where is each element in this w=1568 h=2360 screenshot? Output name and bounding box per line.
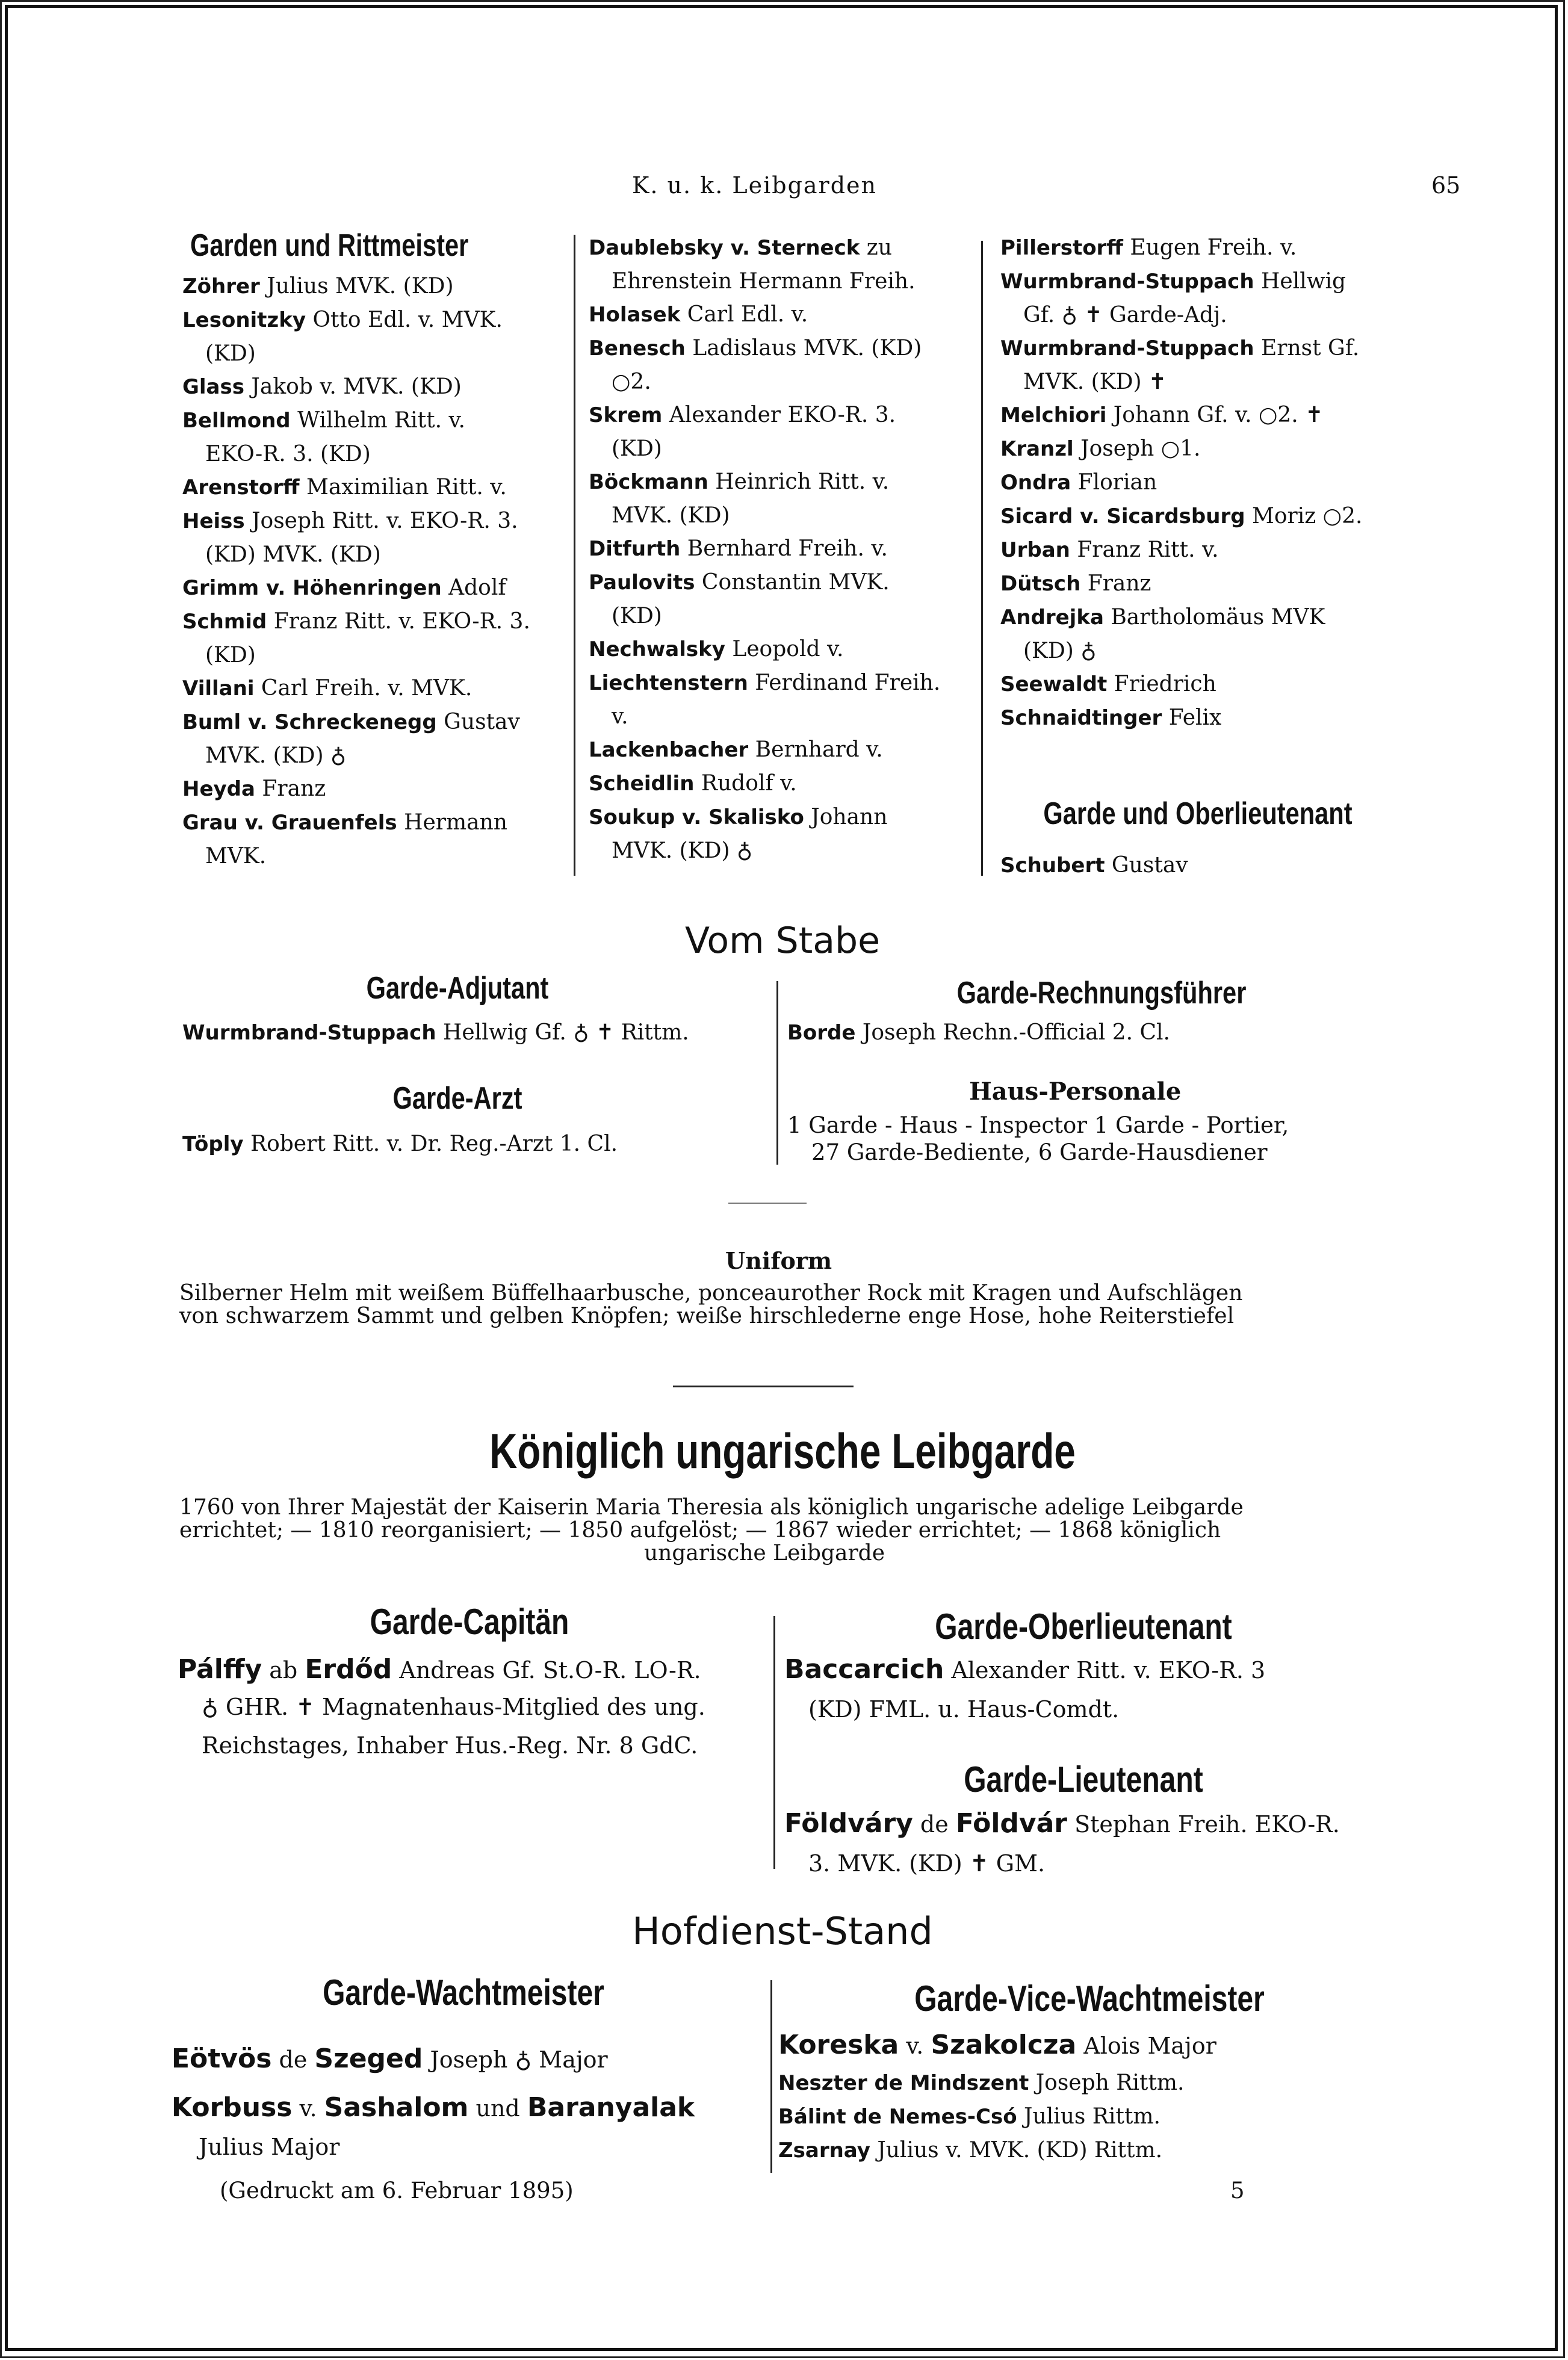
entry-continuation: ○2.: [612, 370, 651, 394]
section-title-ungarisch: Königlich ungarische Leibgarde: [489, 1424, 1076, 1479]
capitan-text: Andreas Gf. St.O-R. LO-R.: [392, 1657, 701, 1683]
entry-text: Ernst Gf.: [1254, 336, 1360, 361]
entry-name: Dütsch: [1000, 572, 1081, 596]
lt-name: Földváry: [784, 1808, 913, 1839]
col3-heading-oberlieutenant: Garde und Oberlieutenant: [1043, 796, 1353, 831]
entry-name: Wurmbrand-Stuppach: [1000, 336, 1254, 361]
roster-entry: [182, 571, 568, 605]
arzt-entry: [182, 1132, 618, 1156]
entry-text: Eugen Freih. v.: [1123, 235, 1297, 260]
roster-entry: [1000, 567, 1392, 601]
entry-name: Schubert: [1000, 853, 1105, 878]
entry-name: Andrejka: [1000, 605, 1104, 630]
rechnung-heading: Garde-Rechnungsführer: [956, 976, 1247, 1011]
v2-name: Neszter de Mindszent: [778, 2071, 1029, 2095]
running-header: K. u. k. Leibgarden: [632, 172, 877, 199]
entry-name: Glass: [182, 375, 244, 399]
entry-name: Ditfurth: [589, 537, 681, 561]
entry-text: Hellwig: [1254, 269, 1346, 294]
column-divider: [574, 235, 575, 876]
roster-entry: [1000, 667, 1392, 701]
arzt-heading: Garde-Arzt: [392, 1081, 522, 1116]
w1-de: de: [271, 2046, 315, 2073]
wacht-heading: Garde-Wachtmeister: [323, 1972, 604, 2013]
roster-entry: [1000, 500, 1392, 533]
wacht-line-1: [172, 2043, 608, 2074]
roster-entry: [1000, 265, 1392, 299]
entry-name: Ondra: [1000, 471, 1071, 495]
entry-text: Carl Edl. v.: [680, 302, 808, 327]
entry-name: Grau v. Grauenfels: [182, 811, 397, 835]
adjutant-entry: [182, 1020, 689, 1045]
entry-text: Robert Ritt. v. Dr. Reg.-Arzt 1. Cl.: [243, 1132, 618, 1156]
capitan-line-1: [178, 1654, 701, 1685]
entry-continuation: v.: [612, 704, 628, 729]
entry-text: Felix: [1162, 705, 1222, 730]
w1-text: Joseph ♁ Major: [423, 2046, 608, 2073]
entry-text: Joseph Rechn.-Official 2. Cl.: [855, 1020, 1170, 1045]
entry-name: Daublebsky v. Sterneck: [589, 236, 860, 260]
lt-line-1: [784, 1808, 1340, 1839]
entry-name: Scheidlin: [589, 772, 695, 796]
entry-continuation: Ehrenstein Hermann Freih.: [612, 269, 916, 294]
wacht-line-3: Julius Major: [199, 2134, 340, 2160]
entry-name: Villani: [182, 677, 255, 701]
entry-name: Holasek: [589, 303, 681, 327]
roster-entry: [1000, 398, 1392, 432]
entry-name: Buml v. Schreckenegg: [182, 710, 437, 734]
rechnung-entry: [787, 1020, 1170, 1045]
entry-text: Heinrich Ritt. v.: [708, 469, 890, 494]
roster-entry: [589, 666, 977, 700]
entry-continuation: MVK. (KD) ✝: [1023, 370, 1167, 394]
entry-text: Adolf: [441, 575, 506, 600]
uniform-heading: Uniform: [725, 1247, 832, 1274]
v1-name: Koreska: [778, 2030, 899, 2060]
entry-text: Rudolf v.: [694, 771, 797, 796]
entry-name: Töply: [182, 1132, 244, 1156]
w1-name2: Szeged: [314, 2043, 423, 2074]
entry-continuation: (KD): [612, 604, 662, 628]
column-divider: [770, 1980, 772, 2173]
vice-line-3: [778, 2104, 1161, 2129]
roster-entry: [589, 767, 977, 801]
w2-und: und: [468, 2095, 527, 2122]
entry-name: Seewaldt: [1000, 672, 1108, 696]
roster-entry: [182, 370, 568, 404]
entry-name: Heiss: [182, 509, 245, 533]
entry-text: Leopold v.: [725, 637, 844, 661]
oberlt-line-2: (KD) FML. u. Haus-Comdt.: [808, 1696, 1120, 1723]
lt-name2: Földvár: [955, 1808, 1067, 1839]
entry-text: Joseph Ritt. v. EKO-R. 3.: [244, 509, 518, 533]
roster-entry: [589, 566, 977, 599]
roster-entry: [589, 398, 977, 432]
entry-text: Ferdinand Freih.: [748, 671, 941, 695]
lt-heading: Garde-Lieutenant: [964, 1759, 1203, 1800]
entry-continuation: (KD) ♁: [1023, 639, 1097, 663]
entry-name: Wurmbrand-Stuppach: [182, 1021, 436, 1045]
entry-text: Bernhard Freih. v.: [680, 536, 888, 561]
entry-name: Kranzl: [1000, 437, 1074, 461]
v2-text: Joseph Rittm.: [1029, 2070, 1185, 2095]
oberlt-line-1: [784, 1654, 1265, 1685]
capitan-heading: Garde-Capitän: [370, 1602, 569, 1642]
section-title-stabe: Vom Stabe: [685, 920, 880, 962]
v4-name: Zsarnay: [778, 2139, 870, 2163]
print-date: (Gedruckt am 6. Februar 1895): [220, 2178, 574, 2204]
lt-line-2: 3. MVK. (KD) ✝ GM.: [808, 1850, 1046, 1877]
capitan-ab: ab: [262, 1657, 305, 1683]
column-divider: [981, 241, 983, 876]
col3-entry-schubert: [1000, 849, 1392, 882]
roster-entry: [182, 270, 568, 303]
entry-text: Franz Ritt. v. EKO-R. 3.: [267, 609, 530, 634]
roster-entry: [182, 605, 568, 639]
roster-entry: [182, 504, 568, 538]
entry-continuation: MVK. (KD): [612, 503, 730, 528]
entry-name: Böckmann: [589, 470, 708, 494]
lt-text: Stephan Freih. EKO-R.: [1067, 1811, 1340, 1838]
wacht-line-2: [172, 2092, 695, 2123]
roster-entry: [182, 471, 568, 504]
column-divider: [776, 981, 778, 1165]
entry-text: Friedrich: [1107, 672, 1216, 696]
entry-text: Constantin MVK.: [695, 570, 890, 595]
entry-name: Soukup v. Skalisko: [589, 805, 804, 829]
entry-name: Nechwalsky: [589, 637, 725, 661]
vice-line-4: [778, 2138, 1162, 2163]
roster-entry: [589, 633, 977, 666]
column-divider: [773, 1616, 775, 1869]
entry-text: Bartholomäus MVK: [1103, 605, 1325, 630]
v1-name2: Szakolcza: [931, 2030, 1077, 2060]
uniform-line-2: von schwarzem Sammt und gelben Knöpfen; weiße hirschlederne enge Hose, hohe Reiterstiefel: [179, 1304, 1235, 1328]
ungarisch-line-3: ungarische Leibgarde: [644, 1541, 885, 1566]
entry-text: Ladislaus MVK. (KD): [685, 336, 922, 361]
entry-name: Heyda: [182, 777, 255, 801]
entry-text: Gustav: [436, 710, 520, 734]
v3-text: Julius Rittm.: [1017, 2104, 1161, 2129]
roster-entry: [1000, 432, 1392, 466]
entry-name: Urban: [1000, 538, 1070, 562]
entry-text: Wilhelm Ritt. v.: [290, 408, 465, 433]
entry-name: Pillerstorff: [1000, 236, 1123, 260]
oberlt-text: Alexander Ritt. v. EKO-R. 3: [944, 1657, 1266, 1683]
roster-entry: [1000, 332, 1392, 365]
roster-entry: [589, 733, 977, 767]
roster-entry: [1000, 231, 1392, 265]
entry-name: Paulovits: [589, 571, 695, 595]
entry-continuation: (KD): [205, 341, 256, 366]
entry-text: Alexander EKO-R. 3.: [662, 403, 896, 427]
roster-entry: [589, 465, 977, 499]
roster-entry: [182, 705, 568, 739]
entry-continuation: MVK. (KD) ♁: [205, 743, 347, 768]
roster-entry: [182, 672, 568, 705]
col2-list: [589, 231, 977, 867]
entry-name: Benesch: [589, 336, 686, 361]
entry-continuation: (KD): [612, 436, 662, 461]
col3-list: [1000, 231, 1392, 735]
entry-name: Bellmond: [182, 409, 291, 433]
w2-name2: Sashalom: [324, 2092, 469, 2123]
capitan-name: Pálffy: [178, 1654, 262, 1685]
capitan-name2: Erdőd: [305, 1654, 392, 1685]
roster-entry: [182, 806, 568, 840]
entry-continuation: MVK.: [205, 844, 267, 869]
haus-heading: Haus-Personale: [969, 1077, 1182, 1106]
roster-entry: [589, 801, 977, 834]
entry-text: Johann Gf. v. ○2. ✝: [1106, 403, 1324, 427]
entry-text: Maximilian Ritt. v.: [299, 475, 507, 500]
oberlt-name: Baccarcich: [784, 1654, 944, 1685]
separator-short: [728, 1203, 807, 1204]
col1-list: [182, 270, 568, 873]
col1-heading: Garden und Rittmeister: [190, 228, 469, 263]
roster-entry: [182, 303, 568, 337]
roster-entry: [1000, 533, 1392, 567]
roster-entry: [1000, 701, 1392, 735]
entry-continuation: (KD) MVK. (KD): [205, 542, 381, 567]
entry-name: Wurmbrand-Stuppach: [1000, 270, 1254, 294]
signature-mark: 5: [1230, 2178, 1245, 2204]
roster-entry: [1000, 466, 1392, 500]
entry-text: Carl Freih. v. MVK.: [254, 676, 473, 701]
vice-line-1: [778, 2030, 1216, 2060]
lt-de: de: [913, 1811, 956, 1838]
haus-line-1: 1 Garde - Haus - Inspector 1 Garde - Portier,: [787, 1112, 1289, 1138]
entry-name: Arenstorff: [182, 475, 300, 500]
section-title-hofdienst: Hofdienst-Stand: [632, 1909, 933, 1953]
ungarisch-line-2: errichtet; — 1810 reorganisiert; — 1850 aufgelöst; — 1867 wieder errichtet; — 1868 königlich: [179, 1518, 1221, 1543]
haus-line-2: 27 Garde-Bediente, 6 Garde-Hausdiener: [811, 1139, 1268, 1165]
entry-name: Lackenbacher: [589, 738, 749, 762]
entry-text: Franz: [255, 776, 326, 801]
entry-name: Schnaidtinger: [1000, 706, 1162, 730]
adjutant-heading: Garde-Adjutant: [366, 971, 549, 1006]
vice-line-2: [778, 2070, 1184, 2095]
oberlt-heading: Garde-Oberlieutenant: [935, 1606, 1232, 1647]
v4-text: Julius v. MVK. (KD) Rittm.: [870, 2138, 1163, 2163]
entry-name: Lesonitzky: [182, 308, 306, 332]
roster-entry: [589, 298, 977, 332]
w2-name: Korbuss: [172, 2092, 293, 2123]
vice-heading: Garde-Vice-Wachtmeister: [914, 1978, 1265, 2019]
entry-name: Borde: [787, 1021, 856, 1045]
entry-continuation: Gf. ♁ ✝ Garde-Adj.: [1023, 303, 1227, 327]
v3-name: Bálint de Nemes-Csó: [778, 2105, 1017, 2129]
separator-long: [673, 1386, 854, 1387]
uniform-line-1: Silberner Helm mit weißem Büffelhaarbusche, ponceaurother Rock mit Kragen und Aufschlägen: [179, 1281, 1243, 1305]
roster-entry: [182, 404, 568, 438]
entry-name: Sicard v. Sicardsburg: [1000, 504, 1245, 528]
capitan-line-3: Reichstages, Inhaber Hus.-Reg. Nr. 8 GdC.: [202, 1732, 698, 1759]
entry-name: Schmid: [182, 610, 267, 634]
roster-entry: [589, 532, 977, 566]
entry-name: Liechtenstern: [589, 671, 748, 695]
v1-text: Alois Major: [1076, 2033, 1216, 2059]
v1-v: v.: [899, 2033, 931, 2059]
entry-name: Skrem: [589, 403, 663, 427]
entry-name: Zöhrer: [182, 274, 260, 299]
roster-entry: [589, 231, 977, 265]
capitan-line-2: ♁ GHR. ✝ Magnatenhaus-Mitglied des ung.: [202, 1694, 705, 1720]
entry-text: Florian: [1071, 470, 1157, 495]
w2-v: v.: [292, 2095, 324, 2122]
entry-text: zu: [860, 235, 892, 260]
entry-text: Bernhard v.: [748, 737, 883, 762]
w2-name3: Baranyalak: [527, 2092, 695, 2123]
entry-text: Franz: [1080, 571, 1151, 596]
entry-text: Moriz ○2.: [1245, 504, 1363, 528]
entry-text: Otto Edl. v. MVK.: [306, 308, 503, 332]
entry-continuation: MVK. (KD) ♁: [612, 838, 753, 863]
entry-text: Hermann: [397, 810, 507, 835]
entry-name: Melchiori: [1000, 403, 1107, 427]
entry-text: Joseph ○1.: [1073, 436, 1201, 461]
ungarisch-line-1: 1760 von Ihrer Majestät der Kaiserin Maria Theresia als königlich ungarische adelige Leibgarde: [179, 1495, 1244, 1520]
roster-entry: [589, 332, 977, 365]
entry-text: Johann: [804, 805, 888, 829]
entry-text: Franz Ritt. v.: [1070, 537, 1219, 562]
roster-entry: [182, 772, 568, 806]
entry-text: Hellwig Gf. ♁ ✝ Rittm.: [436, 1020, 689, 1045]
entry-text: Julius MVK. (KD): [259, 274, 454, 299]
entry-name: Grimm v. Höhenringen: [182, 576, 442, 600]
entry-continuation: EKO-R. 3. (KD): [205, 442, 371, 466]
page-number: 65: [1431, 172, 1461, 199]
entry-continuation: (KD): [205, 643, 256, 667]
entry-text: Gustav: [1105, 853, 1188, 878]
roster-entry: [1000, 601, 1392, 634]
w1-name: Eötvös: [172, 2043, 272, 2074]
entry-text: Jakob v. MVK. (KD): [244, 374, 462, 399]
